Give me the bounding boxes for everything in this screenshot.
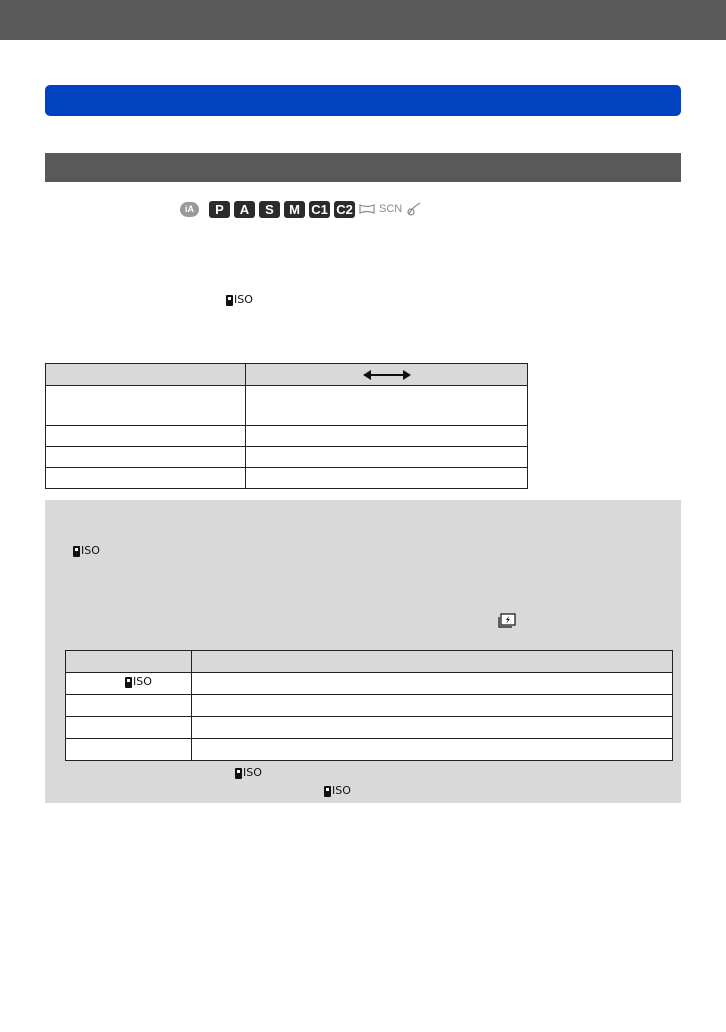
table-row [46, 447, 528, 468]
program-mode-icon: P [209, 201, 230, 218]
table-row [66, 695, 673, 717]
table-header-cell [192, 651, 673, 673]
table-row [66, 739, 673, 761]
flash-burst-icon [497, 613, 517, 630]
top-header-bar [0, 0, 726, 40]
iso-limit-table [65, 650, 673, 761]
table-cell [192, 717, 673, 739]
intelligent-iso-icon: ISO [324, 785, 351, 797]
table-cell [192, 739, 673, 761]
manual-mode-icon: M [284, 201, 305, 218]
intelligent-iso-icon: ISO [235, 767, 262, 779]
double-arrow-icon [363, 370, 411, 380]
scene-mode-icon: SCN [379, 203, 403, 215]
table-header-row [46, 364, 528, 386]
table-row [66, 717, 673, 739]
table-cell [66, 695, 192, 717]
table-cell [246, 468, 528, 489]
panorama-mode-icon [359, 201, 375, 218]
table-row [46, 386, 528, 426]
custom-1-mode-icon: C1 [309, 201, 330, 218]
table-cell [66, 717, 192, 739]
creative-control-mode-icon [406, 201, 422, 218]
section-header-bar [45, 153, 681, 182]
custom-2-mode-icon: C2 [334, 201, 355, 218]
intelligent-iso-icon: ISO [226, 294, 253, 306]
table-cell [192, 673, 673, 695]
table-cell [66, 739, 192, 761]
settings-table [45, 363, 528, 489]
aperture-priority-mode-icon: A [234, 201, 255, 218]
table-row [46, 426, 528, 447]
intelligent-auto-mode-icon: iA [180, 202, 199, 217]
table-header-cell [66, 651, 192, 673]
shutter-priority-mode-icon: S [259, 201, 280, 218]
table-cell [246, 447, 528, 468]
applicable-modes-row [180, 200, 422, 218]
table-row [46, 468, 528, 489]
table-cell [46, 447, 246, 468]
table-cell [192, 695, 673, 717]
intelligent-iso-icon: ISO [125, 676, 152, 688]
table-cell [46, 426, 246, 447]
table-header-row [66, 651, 673, 673]
table-header-cell [246, 364, 528, 386]
page-title-bar [45, 85, 681, 116]
table-cell [66, 673, 192, 695]
table-cell [46, 386, 246, 426]
table-cell [46, 468, 246, 489]
table-header-cell [46, 364, 246, 386]
table-row [66, 673, 673, 695]
table-cell [246, 386, 528, 426]
table-cell [246, 426, 528, 447]
intelligent-iso-icon: ISO [73, 545, 100, 557]
